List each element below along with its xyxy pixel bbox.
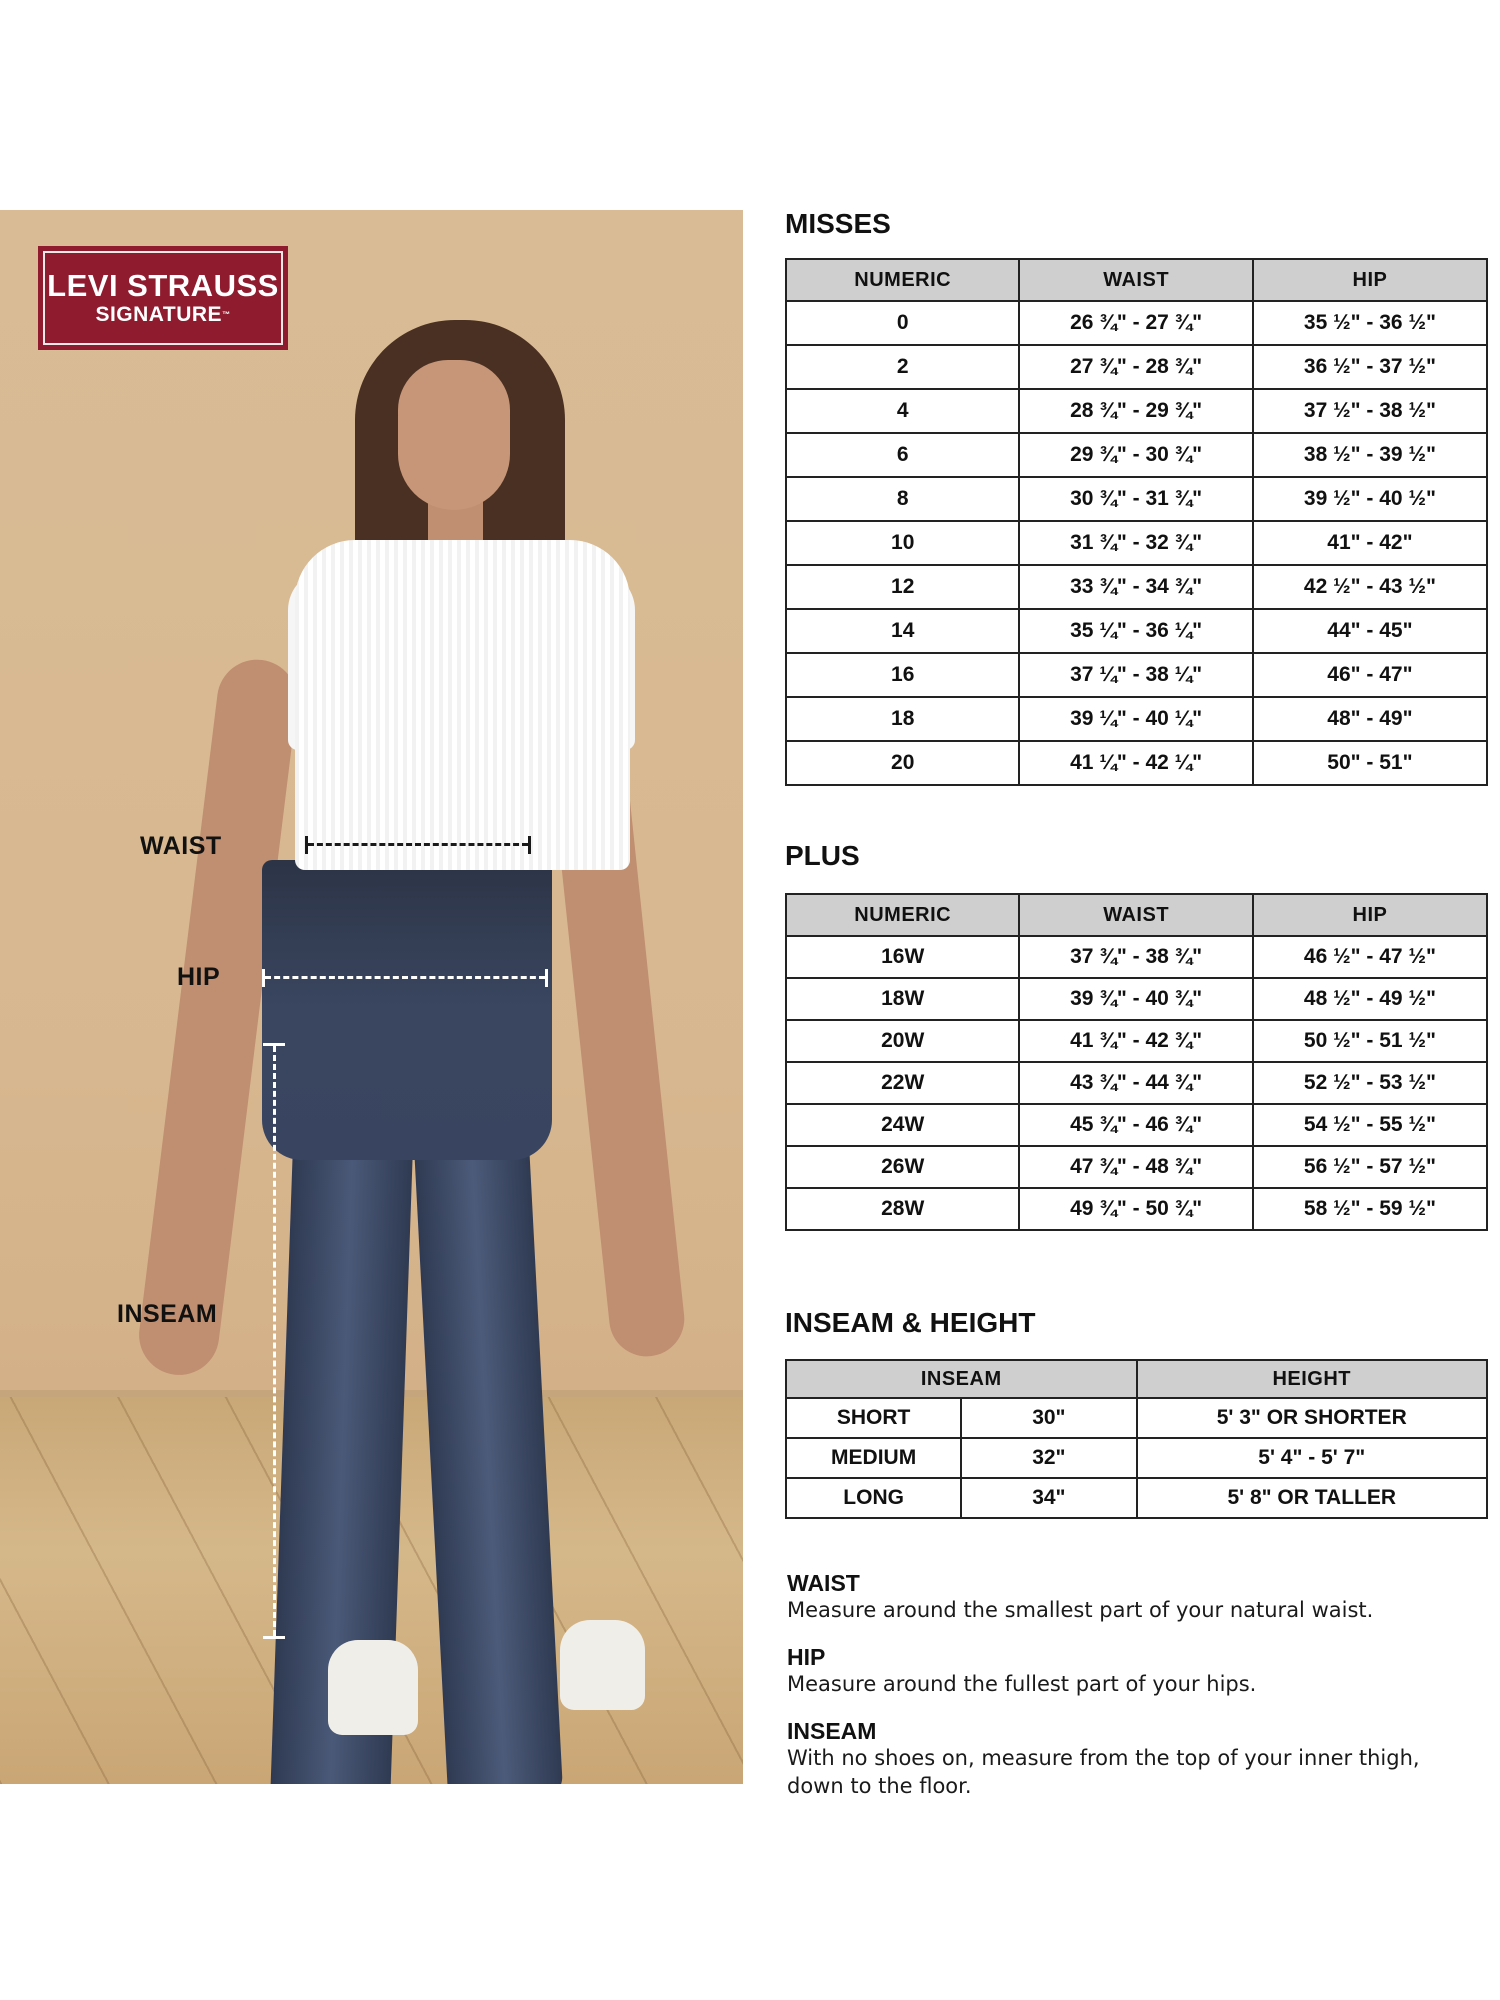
cell-hip: 48 ½" - 49 ½" [1253, 978, 1487, 1020]
header-hip: HIP [1253, 894, 1487, 936]
note-text: Measure around the smallest part of your natural waist. [787, 1598, 1374, 1622]
brand-name: LEVI STRAUSS [47, 268, 279, 303]
table-row [786, 1398, 1487, 1438]
table-row [786, 477, 1487, 521]
cell-numeric: 28W [786, 1188, 1019, 1230]
cell-hip: 41" - 42" [1253, 521, 1487, 565]
brand-subline: SIGNATURE™ [95, 303, 231, 326]
cell-hip: 42 ½" - 43 ½" [1253, 565, 1487, 609]
cell-hip: 52 ½" - 53 ½" [1253, 1062, 1487, 1104]
left-sneaker [328, 1640, 418, 1735]
cell-waist: 37 ¾" - 38 ¾" [1019, 936, 1252, 978]
header-inseam: INSEAM [786, 1360, 1137, 1398]
misses-title: MISSES [785, 208, 891, 239]
cell-numeric: 4 [786, 389, 1019, 433]
inseam-label: INSEAM [117, 1300, 218, 1328]
hip-measure-line [265, 976, 545, 979]
table-row [786, 345, 1487, 389]
note-heading: INSEAM [787, 1718, 877, 1744]
hip-label: HIP [177, 963, 221, 991]
table-row [786, 653, 1487, 697]
waist-label: WAIST [140, 832, 222, 860]
table-row [786, 609, 1487, 653]
cell-length: LONG [786, 1478, 961, 1518]
cell-waist: 39 ¾" - 40 ¾" [1019, 978, 1252, 1020]
cell-waist: 37 ¼" - 38 ¼" [1019, 653, 1252, 697]
cell-inseam: 34" [961, 1478, 1136, 1518]
cell-waist: 49 ¾" - 50 ¾" [1019, 1188, 1252, 1230]
cell-hip: 38 ½" - 39 ½" [1253, 433, 1487, 477]
cell-hip: 36 ½" - 37 ½" [1253, 345, 1487, 389]
note-inseam [787, 1718, 1487, 1800]
cell-waist: 45 ¾" - 46 ¾" [1019, 1104, 1252, 1146]
cell-hip: 58 ½" - 59 ½" [1253, 1188, 1487, 1230]
header-height: HEIGHT [1137, 1360, 1488, 1398]
note-waist [787, 1570, 1487, 1624]
waist-guide-right-cap [528, 836, 531, 854]
cell-hip: 50" - 51" [1253, 741, 1487, 785]
table-row [786, 521, 1487, 565]
note-heading: HIP [787, 1644, 826, 1670]
header-numeric: NUMERIC [786, 259, 1019, 301]
cell-numeric: 6 [786, 433, 1019, 477]
cell-numeric: 18W [786, 978, 1019, 1020]
table-row [786, 697, 1487, 741]
inseam-measure-line [273, 1046, 276, 1636]
cell-hip: 39 ½" - 40 ½" [1253, 477, 1487, 521]
waist-measure-line [308, 843, 528, 846]
cell-waist: 26 ¾" - 27 ¾" [1019, 301, 1252, 345]
cell-waist: 27 ¾" - 28 ¾" [1019, 345, 1252, 389]
table-row [786, 1438, 1487, 1478]
cell-height: 5' 4" - 5' 7" [1137, 1438, 1488, 1478]
table-header-row [786, 1360, 1487, 1398]
cell-waist: 35 ¼" - 36 ¼" [1019, 609, 1252, 653]
table-row [786, 301, 1487, 345]
cell-waist: 30 ¾" - 31 ¾" [1019, 477, 1252, 521]
cell-numeric: 16 [786, 653, 1019, 697]
cell-waist: 47 ¾" - 48 ¾" [1019, 1146, 1252, 1188]
cell-numeric: 24W [786, 1104, 1019, 1146]
note-text: Measure around the fullest part of your hips. [787, 1672, 1257, 1696]
cell-numeric: 26W [786, 1146, 1019, 1188]
plus-size-table [785, 893, 1488, 1231]
cell-inseam: 30" [961, 1398, 1136, 1438]
inseam-height-table [785, 1359, 1488, 1519]
inseam-height-title: INSEAM & HEIGHT [785, 1307, 1036, 1338]
table-row [786, 389, 1487, 433]
cell-length: SHORT [786, 1398, 961, 1438]
cell-hip: 46" - 47" [1253, 653, 1487, 697]
cell-hip: 54 ½" - 55 ½" [1253, 1104, 1487, 1146]
table-header-row [786, 894, 1487, 936]
cell-waist: 43 ¾" - 44 ¾" [1019, 1062, 1252, 1104]
cell-waist: 28 ¾" - 29 ¾" [1019, 389, 1252, 433]
cell-numeric: 14 [786, 609, 1019, 653]
hip-guide-right-cap [545, 969, 548, 987]
table-row [786, 1062, 1487, 1104]
table-row [786, 1188, 1487, 1230]
table-row [786, 1020, 1487, 1062]
note-text: With no shoes on, measure from the top of your inner thigh, down to the floor. [787, 1746, 1420, 1798]
header-numeric: NUMERIC [786, 894, 1019, 936]
cell-numeric: 18 [786, 697, 1019, 741]
header-hip: HIP [1253, 259, 1487, 301]
cell-hip: 44" - 45" [1253, 609, 1487, 653]
table-row [786, 1104, 1487, 1146]
note-heading: WAIST [787, 1570, 860, 1596]
cell-numeric: 8 [786, 477, 1019, 521]
table-row [786, 978, 1487, 1020]
cell-hip: 46 ½" - 47 ½" [1253, 936, 1487, 978]
ribbed-polo-shirt [295, 540, 630, 870]
table-row [786, 741, 1487, 785]
cell-hip: 48" - 49" [1253, 697, 1487, 741]
table-row [786, 1146, 1487, 1188]
cell-hip: 56 ½" - 57 ½" [1253, 1146, 1487, 1188]
cell-numeric: 16W [786, 936, 1019, 978]
cell-length: MEDIUM [786, 1438, 961, 1478]
cell-waist: 39 ¼" - 40 ¼" [1019, 697, 1252, 741]
cell-waist: 41 ¼" - 42 ¼" [1019, 741, 1252, 785]
cell-numeric: 22W [786, 1062, 1019, 1104]
cell-hip: 50 ½" - 51 ½" [1253, 1020, 1487, 1062]
model-photo [0, 210, 743, 1784]
cell-numeric: 20 [786, 741, 1019, 785]
table-header-row [786, 259, 1487, 301]
cell-waist: 31 ¾" - 32 ¾" [1019, 521, 1252, 565]
cell-inseam: 32" [961, 1438, 1136, 1478]
header-waist: WAIST [1019, 894, 1252, 936]
cell-height: 5' 3" OR SHORTER [1137, 1398, 1488, 1438]
note-hip [787, 1644, 1487, 1698]
cell-height: 5' 8" OR TALLER [1137, 1478, 1488, 1518]
cell-numeric: 0 [786, 301, 1019, 345]
table-row [786, 1478, 1487, 1518]
cell-numeric: 20W [786, 1020, 1019, 1062]
cell-waist: 33 ¾" - 34 ¾" [1019, 565, 1252, 609]
cell-numeric: 12 [786, 565, 1019, 609]
cell-numeric: 10 [786, 521, 1019, 565]
measuring-instructions [787, 1570, 1487, 1820]
brand-logo [38, 246, 288, 350]
cell-waist: 41 ¾" - 42 ¾" [1019, 1020, 1252, 1062]
header-waist: WAIST [1019, 259, 1252, 301]
plus-title: PLUS [785, 840, 860, 871]
cell-waist: 29 ¾" - 30 ¾" [1019, 433, 1252, 477]
table-row [786, 936, 1487, 978]
inseam-guide-bottom-cap [263, 1636, 285, 1639]
right-sneaker [560, 1620, 645, 1710]
cell-numeric: 2 [786, 345, 1019, 389]
cell-hip: 35 ½" - 36 ½" [1253, 301, 1487, 345]
model-face [398, 360, 510, 510]
jeans-hips [262, 860, 552, 1160]
table-row [786, 433, 1487, 477]
misses-size-table [785, 258, 1488, 786]
table-row [786, 565, 1487, 609]
cell-hip: 37 ½" - 38 ½" [1253, 389, 1487, 433]
